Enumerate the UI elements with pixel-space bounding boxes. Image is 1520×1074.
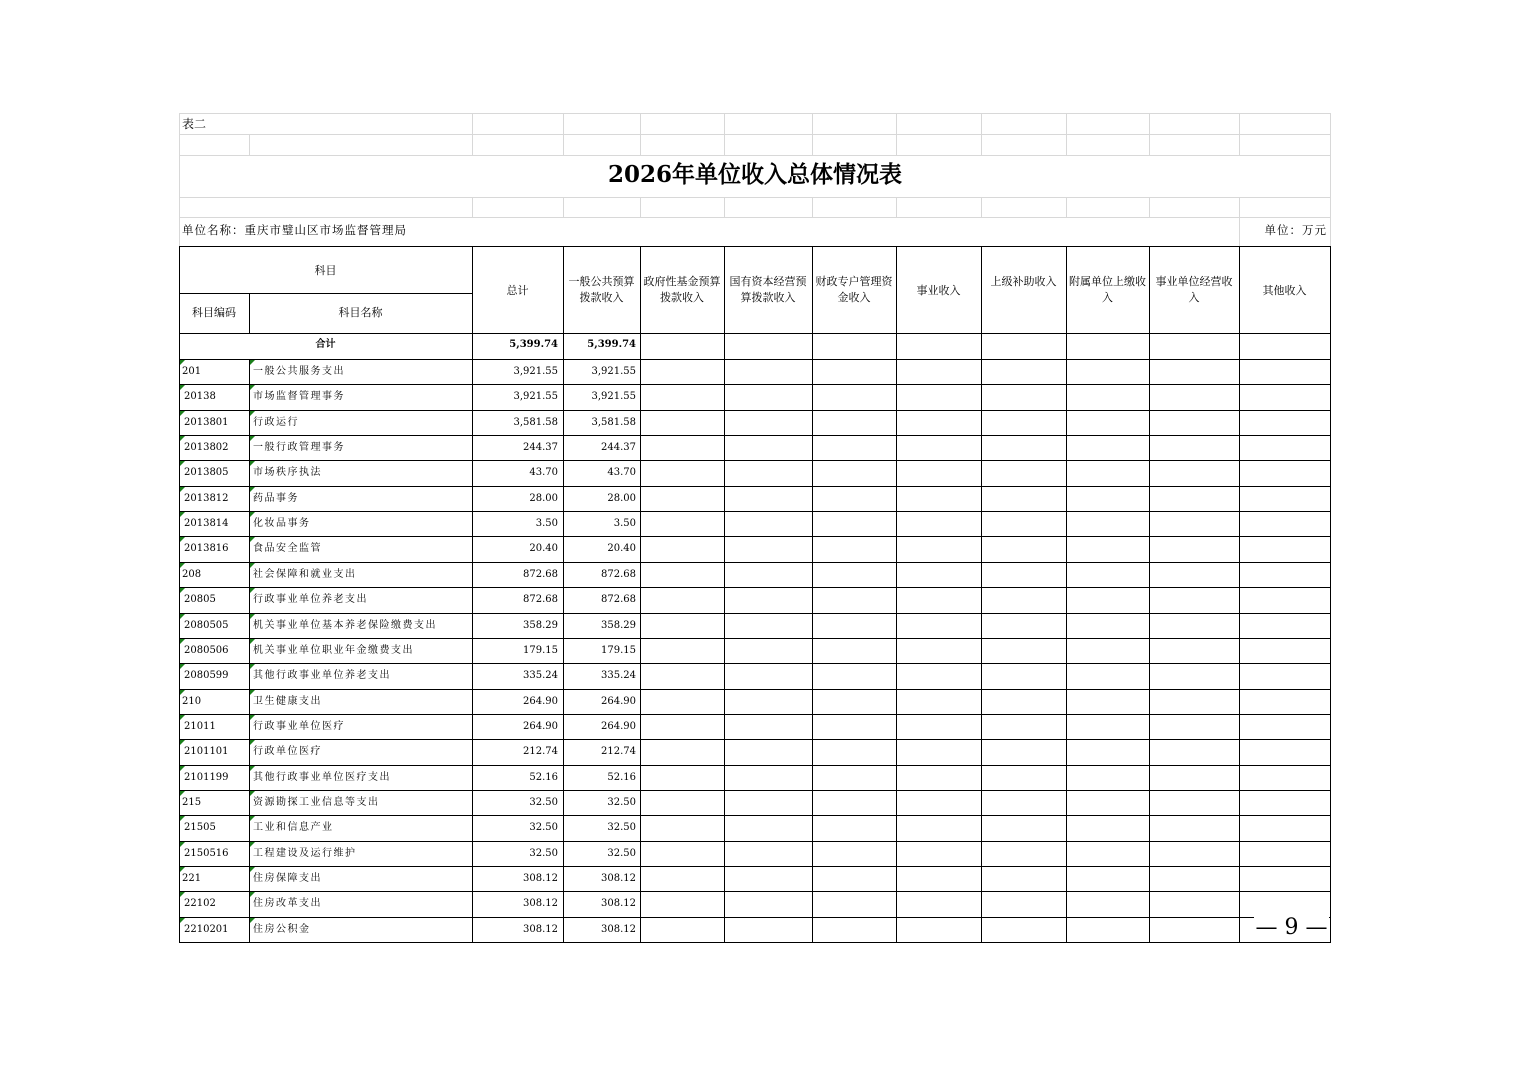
row-code: 2080599 [184,670,229,681]
grid-line [179,410,1331,411]
row-code: 22102 [184,898,216,909]
row-total: 264.90 [523,696,558,707]
cell-marker-icon [180,639,185,644]
row-name: 市场秩序执法 [253,467,322,478]
grid-line [563,246,564,942]
grid-line [179,359,1331,360]
row-code: 2013802 [184,442,229,453]
grid-line [724,246,725,942]
grid-line [1239,113,1240,155]
row-total: 872.68 [523,594,558,605]
cell-marker-icon [250,512,255,517]
subject-code-header: 科目编码 [192,306,236,319]
row-general: 264.90 [601,696,636,707]
row-code: 2150516 [184,848,229,859]
grid-line [179,587,1331,588]
row-general: 308.12 [601,924,636,935]
row-code: 221 [182,873,202,884]
row-name: 社会保障和就业支出 [253,569,357,580]
grid-line [179,460,1331,461]
row-general: 3.50 [613,518,636,529]
cell-marker-icon [180,436,185,441]
row-total: 308.12 [523,873,558,884]
cell-marker-icon [250,436,255,441]
row-name: 卫生健康支出 [253,696,322,707]
grid-line [812,197,813,217]
row-total: 179.15 [523,645,558,656]
cell-marker-icon [250,588,255,593]
grid-line [640,246,641,942]
cell-marker-icon [180,892,185,897]
subject-header: 科目 [314,264,337,277]
grid-line [179,714,1331,715]
grid-line [1239,197,1240,217]
cell-marker-icon [180,537,185,542]
grid-line [179,333,1331,334]
row-total: 52.16 [529,772,558,783]
grid-line [179,815,1331,816]
cell-marker-icon [180,563,185,568]
grid-line [1066,197,1067,217]
column-header: 上级补助收入 [990,275,1057,288]
grid-line [640,197,641,217]
grid-line [1066,113,1067,155]
row-general: 43.70 [607,467,636,478]
grid-line [179,217,1331,218]
column-header: 其他收入 [1262,284,1307,297]
cell-marker-icon [180,867,185,872]
row-general: 358.29 [601,620,636,631]
row-general: 244.37 [601,442,636,453]
grid-line [179,917,1331,918]
grid-line [981,197,982,217]
row-name: 行政事业单位养老支出 [253,594,368,605]
row-name: 行政运行 [253,417,299,428]
row-total: 335.24 [523,670,558,681]
grid-line [179,891,1331,892]
cell-marker-icon [180,715,185,720]
row-total: 43.70 [529,467,558,478]
grid-line [563,197,564,217]
row-general: 20.40 [607,543,636,554]
grid-line [724,113,725,155]
grid-line [179,293,472,294]
row-code: 208 [182,569,202,580]
cell-marker-icon [250,385,255,390]
grid-line [179,246,1331,247]
row-total: 3.50 [535,518,558,529]
column-header: 政府性基金预算拨款收入 [643,275,721,304]
grid-line [1239,246,1240,942]
grid-line [896,246,897,942]
row-code: 2210201 [184,924,229,935]
cell-marker-icon [250,664,255,669]
cell-marker-icon [250,842,255,847]
grid-line [724,197,725,217]
grid-line [179,841,1331,842]
grid-line [179,765,1331,766]
row-general: 872.68 [601,594,636,605]
row-total: 872.68 [523,569,558,580]
cell-marker-icon [180,664,185,669]
row-total: 308.12 [523,924,558,935]
grid-line [179,435,1331,436]
row-name: 化妆品事务 [253,518,311,529]
cell-marker-icon [180,385,185,390]
grid-line [179,663,1331,664]
grid-line [179,113,1331,114]
total-row-label: 合计 [315,339,336,350]
column-header: 一般公共预算拨款收入 [568,275,635,304]
column-header: 国有资本经营预算拨款收入 [729,275,807,304]
row-code: 2013816 [184,543,229,554]
row-name: 机关事业单位基本养老保险缴费支出 [253,620,437,631]
row-code: 210 [182,696,202,707]
grid-line [179,866,1331,867]
grid-line [812,246,813,942]
cell-marker-icon [250,639,255,644]
cell-marker-icon [250,614,255,619]
row-code: 2013805 [184,467,229,478]
row-name: 工程建设及运行维护 [253,848,357,859]
column-header: 财政专户管理资金收入 [815,275,893,304]
row-general: 872.68 [601,569,636,580]
cell-marker-icon [250,918,255,923]
cell-marker-icon [180,918,185,923]
total-row-total: 5,399.74 [509,339,558,350]
grid-line [179,197,1331,198]
cell-marker-icon [250,461,255,466]
grid-line [179,511,1331,512]
grid-line [472,113,473,155]
cell-marker-icon [180,487,185,492]
cell-marker-icon [250,867,255,872]
grid-line [1149,246,1150,942]
row-general: 335.24 [601,670,636,681]
row-general: 3,921.55 [591,391,636,402]
grid-line [249,134,250,155]
cell-marker-icon [180,360,185,365]
row-name: 工业和信息产业 [253,822,334,833]
subject-name-header: 科目名称 [338,306,383,319]
grid-line [812,113,813,155]
grid-line [179,155,1331,156]
row-name: 其他行政事业单位医疗支出 [253,772,391,783]
grid-line [179,739,1331,740]
grid-line [179,638,1331,639]
row-name: 一般公共服务支出 [253,366,345,377]
page-number: — 9 — [1255,915,1328,940]
row-total: 20.40 [529,543,558,554]
row-code: 20805 [184,594,216,605]
grid-line [1149,113,1150,155]
total-row-general: 5,399.74 [587,339,636,350]
row-total: 3,921.55 [513,366,558,377]
row-code: 2101199 [184,772,229,783]
cell-marker-icon [250,487,255,492]
cell-marker-icon [250,715,255,720]
row-code: 21011 [184,721,216,732]
cell-marker-icon [250,740,255,745]
grid-line [896,113,897,155]
grid-line [1330,246,1331,942]
budget-sheet [179,113,1331,945]
row-general: 3,921.55 [591,366,636,377]
row-total: 3,921.55 [513,391,558,402]
row-name: 住房保障支出 [253,873,322,884]
row-total: 28.00 [529,493,558,504]
grid-line [179,384,1331,385]
row-code: 2101101 [184,746,229,757]
cell-marker-icon [250,892,255,897]
column-header: 事业单位经营收入 [1155,275,1233,304]
cell-marker-icon [180,588,185,593]
row-code: 2013814 [184,518,229,529]
row-total: 32.50 [529,797,558,808]
grid-line [179,562,1331,563]
grid-line [896,197,897,217]
row-total: 212.74 [523,746,558,757]
row-code: 2013812 [184,493,229,504]
row-total: 308.12 [523,898,558,909]
cell-marker-icon [250,816,255,821]
unit-name: 单位名称：重庆市璧山区市场监督管理局 [182,223,407,237]
grid-line [179,246,180,942]
row-general: 52.16 [607,772,636,783]
row-name: 市场监督管理事务 [253,391,345,402]
grid-line [640,113,641,155]
page-title: 2026年单位收入总体情况表 [607,161,902,188]
grid-line [981,246,982,942]
cell-marker-icon [180,512,185,517]
row-name: 药品事务 [253,493,299,504]
row-name: 一般行政管理事务 [253,442,345,453]
cell-marker-icon [250,360,255,365]
row-name: 行政事业单位医疗 [253,721,345,732]
unit-label: 单位：万元 [1264,223,1327,237]
column-header: 附属单位上缴收入 [1069,275,1146,304]
row-total: 32.50 [529,822,558,833]
grid-line [179,689,1331,690]
cell-marker-icon [180,766,185,771]
cell-marker-icon [250,411,255,416]
grid-line [179,790,1331,791]
cell-marker-icon [180,816,185,821]
grid-line [179,613,1331,614]
grid-line [179,486,1331,487]
grid-line [249,359,250,942]
column-header: 总计 [506,284,529,297]
grid-line [179,536,1331,537]
grid-line [1149,197,1150,217]
grid-line [981,113,982,155]
row-code: 20138 [184,391,216,402]
cell-marker-icon [180,461,185,466]
cell-marker-icon [180,740,185,745]
row-code: 215 [182,797,202,808]
row-general: 179.15 [601,645,636,656]
cell-marker-icon [180,614,185,619]
cell-marker-icon [250,766,255,771]
row-total: 264.90 [523,721,558,732]
row-general: 32.50 [607,822,636,833]
row-name: 住房公积金 [253,924,311,935]
row-code: 201 [182,366,202,377]
row-code: 2013801 [184,417,229,428]
grid-line [1066,246,1067,942]
row-name: 行政单位医疗 [253,746,322,757]
row-code: 2080505 [184,620,229,631]
grid-line [179,134,1331,135]
grid-line [472,246,473,942]
row-general: 32.50 [607,848,636,859]
row-general: 32.50 [607,797,636,808]
cell-marker-icon [180,690,185,695]
row-name: 资源勘探工业信息等支出 [253,797,380,808]
row-general: 28.00 [607,493,636,504]
row-code: 2080506 [184,645,229,656]
row-general: 212.74 [601,746,636,757]
row-general: 264.90 [601,721,636,732]
row-name: 机关事业单位职业年金缴费支出 [253,645,414,656]
grid-line [563,113,564,155]
row-name: 其他行政事业单位养老支出 [253,670,391,681]
cell-marker-icon [250,690,255,695]
row-total: 32.50 [529,848,558,859]
row-total: 244.37 [523,442,558,453]
cell-marker-icon [180,842,185,847]
column-header: 事业收入 [916,284,961,297]
row-name: 食品安全监管 [253,543,322,554]
row-code: 21505 [184,822,216,833]
cell-marker-icon [180,411,185,416]
row-general: 3,581.58 [591,417,636,428]
row-general: 308.12 [601,898,636,909]
cell-marker-icon [250,791,255,796]
grid-line [472,197,473,217]
row-total: 358.29 [523,620,558,631]
grid-line [179,942,1331,943]
table-label: 表二 [182,117,207,131]
cell-marker-icon [250,537,255,542]
row-total: 3,581.58 [513,417,558,428]
cell-marker-icon [250,563,255,568]
row-general: 308.12 [601,873,636,884]
cell-marker-icon [180,791,185,796]
row-name: 住房改革支出 [253,898,322,909]
